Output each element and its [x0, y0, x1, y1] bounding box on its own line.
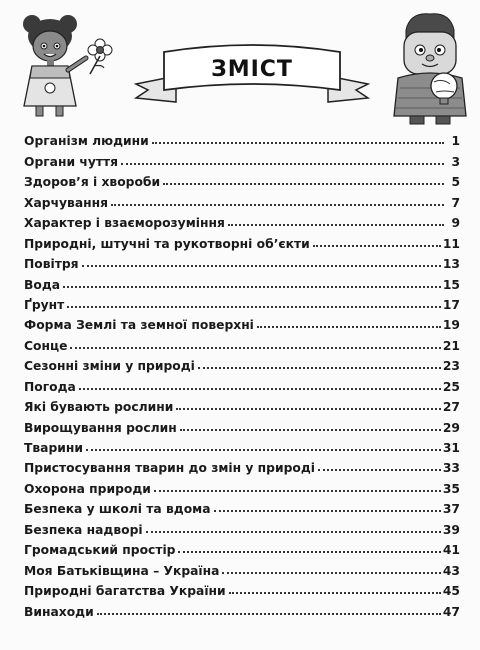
toc-entry-page: 15: [442, 277, 460, 292]
toc-entry-title: Вирощування рослин: [24, 420, 177, 435]
dot-leader: [67, 306, 441, 308]
toc-entry-title: Охорона природи: [24, 481, 151, 496]
toc-entry-page: 11: [442, 236, 460, 251]
table-of-contents: [24, 128, 460, 619]
toc-entry: [24, 189, 460, 209]
toc-entry-page: 23: [442, 359, 460, 374]
toc-entry-title: Моя Батьківщина – Україна: [24, 563, 220, 578]
toc-entry-title: Сонце: [24, 338, 68, 353]
toc-entry-title: Тварини: [24, 441, 83, 455]
dot-leader: [97, 613, 441, 615]
toc-entry: [24, 537, 460, 557]
dot-leader: [146, 531, 441, 533]
dot-leader: [82, 265, 441, 267]
toc-entry-page: 27: [442, 400, 460, 415]
toc-entry-title: Винаходи: [24, 604, 94, 619]
toc-entry: [24, 292, 460, 312]
toc-entry-title: Ґрунт: [24, 297, 65, 312]
toc-entry-title: Безпека надворі: [24, 522, 143, 537]
dot-leader: [228, 224, 444, 226]
dot-leader: [229, 592, 441, 594]
toc-entry-page: 3: [451, 154, 460, 169]
toc-entry-page: 5: [451, 175, 460, 190]
toc-entry: [24, 516, 460, 536]
toc-entry-title: Природні багатства України: [24, 584, 226, 599]
toc-entry-page: 13: [442, 257, 460, 272]
header: [0, 0, 480, 125]
toc-entry-title: Безпека у школі та вдома: [24, 502, 211, 517]
toc-entry-page: 47: [442, 604, 460, 619]
dot-leader: [163, 183, 444, 185]
toc-entry: [24, 332, 460, 352]
toc-entry-page: 45: [442, 584, 460, 599]
toc-entry: [24, 598, 460, 618]
dot-leader: [178, 551, 440, 553]
dot-leader: [154, 490, 441, 492]
dot-leader: [198, 367, 441, 369]
page-title: ЗМІСТ: [211, 57, 293, 82]
dot-leader: [257, 326, 441, 328]
dot-leader: [63, 286, 441, 288]
toc-entry-title: Громадський простір: [24, 543, 176, 558]
toc-entry: [24, 230, 460, 250]
toc-entry-page: 39: [442, 522, 460, 537]
toc-entry-page: 7: [451, 195, 460, 210]
toc-entry: [24, 373, 460, 393]
boy-illustration: [384, 8, 476, 126]
toc-entry-title: Здоров’я і хвороби: [24, 175, 161, 190]
toc-entry-title: Природні, штучні та рукотворні об’єкти: [24, 236, 310, 251]
toc-entry-page: 9: [451, 216, 460, 231]
toc-entry: [24, 394, 460, 414]
toc-entry-page: 41: [442, 543, 460, 558]
toc-entry-page: 19: [442, 318, 460, 333]
dot-leader: [70, 347, 440, 349]
dot-leader: [176, 408, 440, 410]
dot-leader: [214, 510, 441, 512]
dot-leader: [121, 163, 444, 165]
toc-entry-title: Які бувають рослини: [24, 400, 174, 415]
toc-entry: [24, 455, 460, 475]
dot-leader: [86, 449, 441, 451]
dot-leader: [152, 142, 444, 144]
dot-leader: [222, 572, 440, 574]
dot-leader: [180, 429, 441, 431]
toc-entry: [24, 271, 460, 291]
toc-entry-title: Характер і взаєморозуміння: [24, 216, 225, 231]
toc-entry: [24, 312, 460, 332]
toc-entry-page: 37: [442, 502, 460, 517]
toc-entry: [24, 496, 460, 516]
toc-entry-page: 25: [442, 379, 460, 394]
toc-entry-title: Сезонні зміни у природі: [24, 359, 195, 374]
toc-entry: [24, 169, 460, 189]
toc-entry-page: 43: [442, 563, 460, 578]
toc-entry: [24, 251, 460, 271]
toc-entry-title: Погода: [24, 379, 76, 394]
toc-entry: [24, 557, 460, 577]
dot-leader: [318, 469, 441, 471]
toc-entry-title: Повітря: [24, 257, 79, 272]
toc-entry: [24, 578, 460, 598]
toc-entry: [24, 475, 460, 495]
toc-entry-page: 1: [451, 134, 460, 149]
toc-entry-page: 33: [442, 461, 460, 476]
toc-entry: [24, 435, 460, 455]
toc-entry-page: 17: [442, 297, 460, 312]
dot-leader: [313, 245, 441, 247]
toc-entry-title: Харчування: [24, 195, 109, 210]
girl-illustration: [10, 8, 122, 120]
toc-entry: [24, 414, 460, 434]
toc-entry-title: Пристосування тварин до змін у природі: [24, 461, 315, 476]
toc-entry: [24, 128, 460, 148]
toc-entry-page: 29: [442, 420, 460, 435]
toc-entry-title: Форма Землі та земної поверхні: [24, 318, 254, 333]
toc-entry-title: Організм людини: [24, 134, 149, 149]
toc-entry: [24, 210, 460, 230]
toc-entry-page: 21: [442, 338, 460, 353]
toc-entry: [24, 148, 460, 168]
toc-entry-title: Вода: [24, 277, 61, 292]
dot-leader: [79, 388, 441, 390]
toc-entry: [24, 353, 460, 373]
toc-entry-title: Органи чуття: [24, 154, 118, 169]
toc-entry-page: 35: [442, 481, 460, 496]
toc-entry-page: 31: [442, 441, 460, 455]
dot-leader: [111, 204, 444, 206]
